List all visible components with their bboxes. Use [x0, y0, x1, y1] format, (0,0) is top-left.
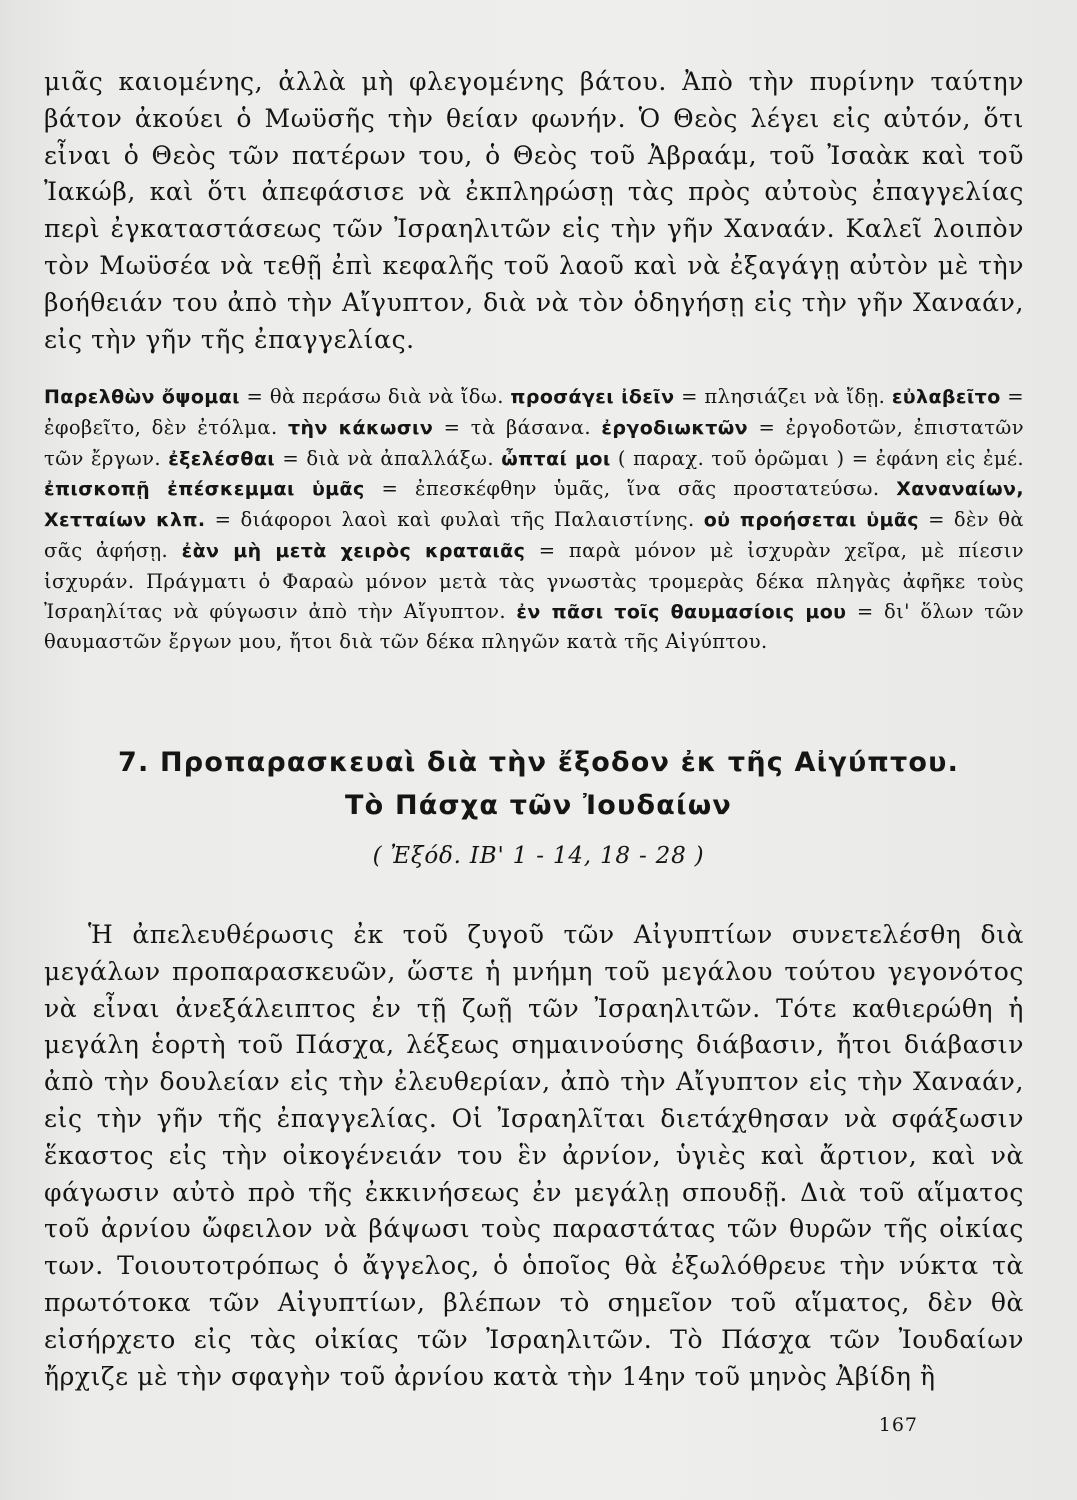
glossary-term: τὴν κάκωσιν: [288, 416, 434, 439]
glossary-term: οὐ προήσεται ὑμᾶς: [703, 509, 919, 532]
glossary-definition: = παρὰ μόνον μὲ ἰσχυρὰν χεῖρα, μὲ πίεσιν ἰσχυράν. Πράγματι ὁ Φαραὼ μόνον μετὰ τὰς γνωστὰς τρομερὰς δέκα πληγὰς ἀφῆκε τοὺς Ἰσραηλίτας νὰ φύγωσιν ἀπὸ τὴν Αἴγυπτον.: [44, 538, 1024, 623]
paragraph-top: μιᾶς καιομένης, ἀλλὰ μὴ φλεγομένης βάτου. Ἀπὸ τὴν πυρίνην ταύτην βάτον ἀκούει ὁ Μωϋσῆς τὴν θείαν φωνήν. Ὁ Θεὸς λέγει εἰς αὐτόν, ὅτι εἶναι ὁ Θεὸς τῶν πατέρων του, ὁ Θεὸς τοῦ Ἀβραάμ, τοῦ Ἰσαὰκ καὶ τοῦ Ἰακώβ, καὶ ὅτι ἀπεφάσισε νὰ ἐκπληρώσῃ τὰς πρὸς αὐτοὺς ἐπαγγελίας περὶ ἐγκαταστάσεως τῶν Ἰσραηλιτῶν εἰς τὴν γῆν Χαναάν. Καλεῖ λοιπὸν τὸν Μωϋσέα νὰ τεθῇ ἐπὶ κεφαλῆς τοῦ λαοῦ καὶ νὰ ἐξαγάγῃ αὐτὸν μὲ τὴν βοήθειάν του ἀπὸ τὴν Αἴγυπτον, διὰ νὰ τὸν ὁδηγήσῃ εἰς τὴν γῆν Χαναάν, εἰς τὴν γῆν τῆς ἐπαγγελίας.: [44, 67, 1024, 354]
glossary-definition: = ἐργοδοτῶν, ἐπιστατῶν τῶν ἔργων.: [44, 415, 1024, 470]
glossary-definition: = πλησιάζει νὰ ἴδῃ.: [681, 385, 886, 408]
section-subheading: Τὸ Πάσχα τῶν Ἰουδαίων: [345, 790, 732, 821]
glossary-definition: = ἐφοβεῖτο, δὲν ἐτόλμα.: [44, 385, 1025, 439]
glossary-term: ἐν πᾶσι τοῖς θαυμασίοις μου: [516, 600, 847, 623]
glossary-definition: = ἐπεσκέφθην ὑμᾶς, ἵνα σᾶς προστατεύσω.: [381, 477, 880, 501]
glossary-term: Χαναναίων, Χετταίων κλπ.: [44, 478, 1024, 532]
glossary-definition: = διὰ νὰ ἀπαλλάξω.: [282, 446, 494, 470]
glossary-term: προσάγει ἰδεῖν: [510, 386, 675, 408]
glossary-term: ἐπισκοπῇ ἐπέσκεμμαι ὑμᾶς: [44, 478, 365, 501]
paragraph-bottom: [44, 917, 1024, 1395]
glossary-definition: = τὰ βάσανα.: [443, 415, 591, 439]
glossary-definition: ( παραχ. τοῦ ὁρῶμαι ) = ἐφάνη εἰς ἐμέ.: [617, 446, 1025, 470]
glossary-notes: [44, 382, 1024, 657]
glossary-term: ὦπταί μοι: [501, 447, 611, 470]
paragraph-bottom-text: Ἡ ἀπελευθέρωσις ἐκ τοῦ ζυγοῦ τῶν Αἰγυπτίων συνετελέσθη διὰ μεγάλων προπαρασκευῶν, ὥστε ἡ μνήμη τοῦ μεγάλου τούτου γεγονότος νὰ εἶναι ἀνεξάλειπτος ἐν τῇ ζωῇ τῶν Ἰσραηλιτῶν. Τότε καθιερώθη ἡ μεγάλη ἑορτὴ τοῦ Πάσχα, λέξεως σημαινούσης διάβασιν, ἤτοι διάβασιν ἀπὸ τὴν δουλείαν εἰς τὴν ἐλευθερίαν, ἀπὸ τὴν Αἴγυπτον εἰς τὴν Χαναάν, εἰς τὴν γῆν τῆς ἐπαγγελίας. Οἱ Ἰσραηλῖται διετάχθησαν νὰ σφάξωσιν ἕκαστος εἰς τὴν οἰκογένειάν του ἓν ἀρνίον, ὑγιὲς καὶ ἄρτιον, καὶ νὰ φάγωσιν αὐτὸ πρὸ τῆς ἐκκινήσεως ἐν μεγάλῃ σπουδῇ. Διὰ τοῦ αἵματος τοῦ ἀρνίου ὤφειλον νὰ βάψωσι τοὺς παραστάτας τῶν θυρῶν τῆς οἰκίας των. Τοιουτοτρόπως ὁ ἄγγελος, ὁ ὁποῖος θὰ ἐξωλόθρευε τὴν νύκτα τὰ πρωτότοκα τῶν Αἰγυπτίων, βλέπων τὸ σημεῖον τοῦ αἵματος, δὲν θὰ εἰσήρχετο εἰς τὰς οἰκίας τῶν Ἰσραηλιτῶν. Τὸ Πάσχα τῶν Ἰουδαίων ἤρχιζε μὲ τὴν σφαγὴν τοῦ ἀρνίου κατὰ τὴν 14ην τοῦ μηνὸς Ἀβίδη ἢ: [44, 920, 1024, 1391]
page-number: 167: [878, 1414, 918, 1436]
glossary-term: ἐξελέσθαι: [168, 447, 276, 470]
glossary-term: εὐλαβεῖτο: [891, 386, 1001, 408]
section-heading: 7. Προπαρασκευαὶ διὰ τὴν ἔξοδον ἐκ τῆς Αἰγύπτου.: [117, 747, 960, 778]
glossary-definition: = δὲν θὰ σᾶς ἀφήσῃ.: [44, 508, 1024, 562]
glossary-definition: = δι' ὅλων τῶν θαυμαστῶν ἔργων μου, ἤτοι διὰ τῶν δέκα πληγῶν κατὰ τῆς Αἰγύπτου.: [44, 599, 1024, 654]
glossary-term: Παρελθὼν ὄψομαι: [44, 386, 240, 408]
glossary-definition: = θὰ περάσω διὰ νὰ ἴδω.: [246, 385, 504, 408]
glossary-term: ἐργοδιωκτῶν: [601, 416, 749, 439]
scripture-reference: ( Ἐξόδ. ΙΒ' 1 - 14, 18 - 28 ): [372, 843, 705, 869]
glossary-term: ἐὰν μὴ μετὰ χειρὸς κραταιᾶς: [181, 539, 526, 562]
glossary-definition: = διάφοροι λαοὶ καὶ φυλαὶ τῆς Παλαιστίνης.: [214, 508, 695, 532]
